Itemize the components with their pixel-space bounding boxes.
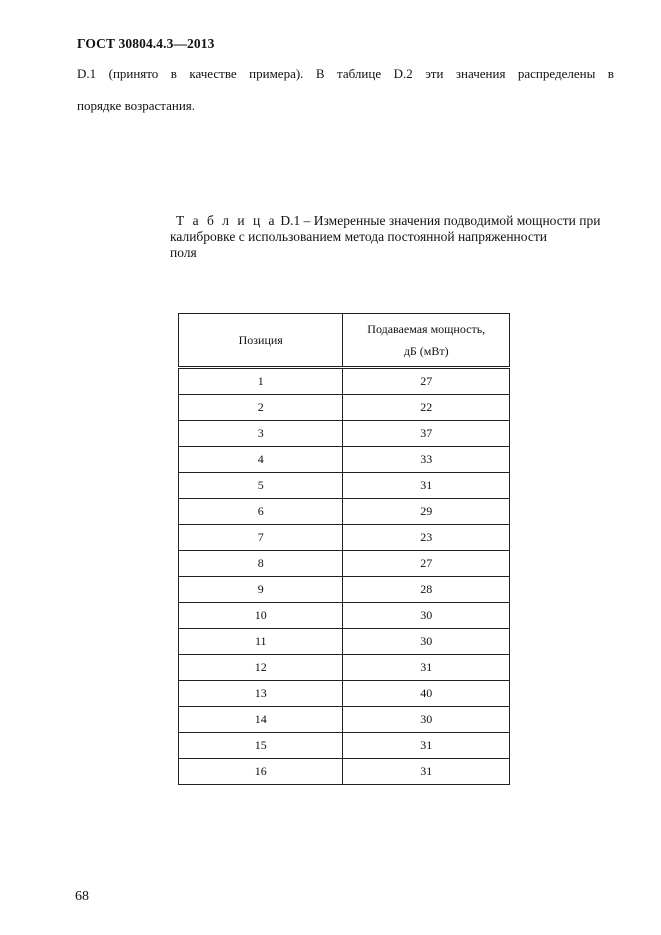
caption-line-2: калибровке с использованием метода постоянной напряженности (170, 229, 547, 244)
cell-power: 31 (343, 733, 510, 759)
cell-power: 40 (343, 681, 510, 707)
paragraph-word: в (170, 66, 177, 81)
table-row (179, 577, 510, 603)
paragraph-word: D.2 (393, 66, 413, 81)
paragraph-word: распределены (517, 66, 596, 81)
paragraph-word: D.1 (77, 66, 97, 81)
paragraph-word: В (315, 66, 325, 81)
cell-position: 15 (179, 733, 343, 759)
cell-power: 29 (343, 499, 510, 525)
paragraph-line-2: порядке возрастания. (77, 98, 196, 113)
table-row (179, 551, 510, 577)
page-number: 68 (75, 889, 89, 904)
cell-position: 6 (179, 499, 343, 525)
cell-power: 28 (343, 577, 510, 603)
cell-power: 31 (343, 759, 510, 785)
document-header: ГОСТ 30804.4.3—2013 (77, 36, 215, 51)
cell-position: 11 (179, 629, 343, 655)
table-row (179, 525, 510, 551)
cell-position: 5 (179, 473, 343, 499)
cell-position: 10 (179, 603, 343, 629)
paragraph-word: в (607, 66, 614, 81)
cell-power: 30 (343, 707, 510, 733)
cell-power: 30 (343, 603, 510, 629)
table-row (179, 759, 510, 785)
table-row (179, 707, 510, 733)
table-caption (170, 213, 620, 261)
caption-line-3: поля (170, 245, 197, 260)
column-header-power (343, 314, 510, 368)
cell-power: 31 (343, 655, 510, 681)
table-row (179, 368, 510, 395)
cell-position: 9 (179, 577, 343, 603)
paragraph-word: качестве (189, 66, 237, 81)
cell-power: 37 (343, 421, 510, 447)
cell-position: 12 (179, 655, 343, 681)
table-body (179, 368, 510, 785)
table-row (179, 473, 510, 499)
table-row (179, 733, 510, 759)
table-row (179, 603, 510, 629)
table-row (179, 655, 510, 681)
table-row (179, 395, 510, 421)
cell-power: 23 (343, 525, 510, 551)
paragraph-word: таблице (337, 66, 382, 81)
cell-power: 22 (343, 395, 510, 421)
paragraph-line-1 (77, 66, 614, 82)
cell-position: 4 (179, 447, 343, 473)
cell-position: 14 (179, 707, 343, 733)
column-header-power-line-2: дБ (мВт) (403, 344, 449, 358)
cell-power: 27 (343, 551, 510, 577)
paragraph-word: (принято (108, 66, 159, 81)
cell-position: 3 (179, 421, 343, 447)
cell-power: 30 (343, 629, 510, 655)
table-row (179, 421, 510, 447)
cell-power: 27 (343, 368, 510, 395)
cell-position: 1 (179, 368, 343, 395)
paragraph-word: эти (425, 66, 444, 81)
column-header-position (179, 314, 343, 368)
cell-position: 2 (179, 395, 343, 421)
power-table (178, 313, 510, 785)
cell-power: 31 (343, 473, 510, 499)
column-header-position-text: Позиция (238, 333, 283, 347)
table-header-row (179, 314, 510, 368)
cell-position: 16 (179, 759, 343, 785)
paragraph-word: примера). (249, 66, 304, 81)
cell-position: 7 (179, 525, 343, 551)
cell-power: 33 (343, 447, 510, 473)
paragraph-word: значения (455, 66, 506, 81)
caption-line-1-text: D.1 – Измеренные значения подводимой мощности при (277, 213, 601, 228)
caption-line-1 (170, 213, 620, 229)
table-row (179, 681, 510, 707)
column-header-power-line-1: Подаваемая мощность, (367, 322, 486, 336)
table-row (179, 629, 510, 655)
cell-position: 8 (179, 551, 343, 577)
caption-label: Т а б л и ц а (176, 213, 278, 228)
table-row (179, 499, 510, 525)
table-row (179, 447, 510, 473)
cell-position: 13 (179, 681, 343, 707)
